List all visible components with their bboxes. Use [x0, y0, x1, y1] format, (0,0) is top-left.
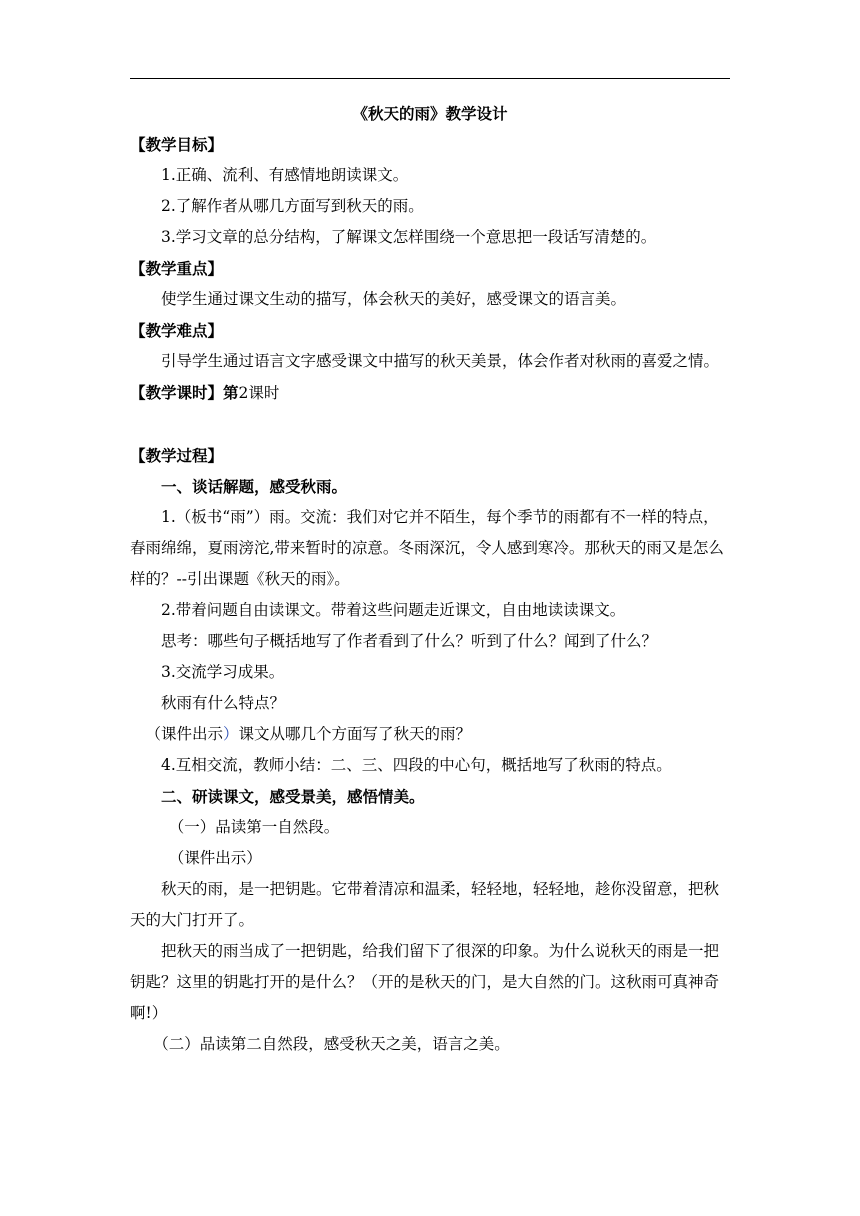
goal-item-1: 1.正确、流利、有感情地朗读课文。: [161, 166, 409, 184]
process-p6-prefix: （课件出示: [145, 725, 224, 743]
document-body: [130, 98, 730, 1060]
process-p6-paren: ）: [223, 725, 239, 743]
process-p12: （二）品读第二自然段，感受秋天之美，语言之美。: [153, 1035, 510, 1053]
process-p8: （一）品读第一自然段。: [168, 818, 340, 836]
process-p6: [130, 719, 730, 750]
process-p1: 1.（板书“雨”）雨。交流：我们对它并不陌生，每个季节的雨都有不一样的特点，春雨绵绵，夏雨滂沱,带来暂时的凉意。冬雨深沉，令人感到寒冷。那秋天的雨又是怎么样的？--引出课题《秋天的雨》。: [130, 508, 724, 588]
key-points-text: 使学生通过课文生动的描写，体会秋天的美好，感受课文的语言美。: [161, 290, 627, 308]
process-p7: 4.互相交流，教师小结：二、三、四段的中心句，概括地写了秋雨的特点。: [161, 756, 672, 774]
process-heading: 【教学过程】: [130, 446, 224, 465]
process-p2: 2.带着问题自由读课文。带着这些问题走近课文，自由地读读课文。: [161, 601, 626, 619]
goal-item-2: 2.了解作者从哪几方面写到秋天的雨。: [161, 197, 424, 215]
part1-title: 一、谈话解题，感受秋雨。: [161, 477, 348, 496]
process-p9: （课件出示）: [168, 849, 262, 867]
document-title: 《秋天的雨》教学设计: [352, 104, 508, 123]
blank-line: [130, 409, 730, 440]
key-points-heading: 【教学重点】: [130, 259, 224, 278]
difficulties-text: 引导学生通过语言文字感受课文中描写的秋天美景，体会作者对秋雨的喜爱之情。: [161, 352, 720, 370]
process-p5: 秋雨有什么特点？: [161, 694, 286, 712]
process-p11: 把秋天的雨当成了一把钥匙，给我们留下了很深的印象。为什么说秋天的雨是一把钥匙？这里的钥匙打开的是什么？（开的是秋天的门，是大自然的门。这秋雨可真神奇啊!）: [130, 942, 720, 1022]
goals-heading: 【教学目标】: [130, 135, 224, 154]
difficulties-heading: 【教学难点】: [130, 321, 224, 340]
period-heading: 【教学课时】第: [130, 383, 239, 402]
process-p6-rest: 课文从哪几个方面写了秋天的雨？: [238, 725, 472, 743]
part2-title: 二、研读课文，感受景美，感悟情美。: [161, 787, 425, 806]
period-value: 2课时: [238, 384, 280, 402]
process-p4: 3.交流学习成果。: [161, 663, 285, 681]
goal-item-3: 3.学习文章的总分结构，了解课文怎样围绕一个意思把一段话写清楚的。: [161, 228, 657, 246]
process-p10: 秋天的雨，是一把钥匙。它带着清凉和温柔，轻轻地，轻轻地，趁你没留意，把秋天的大门打开了。: [130, 880, 720, 929]
period-line: [130, 377, 730, 409]
process-p3: 思考：哪些句子概括地写了作者看到了什么？听到了什么？闻到了什么？: [161, 632, 658, 650]
header-rule: [130, 78, 730, 79]
